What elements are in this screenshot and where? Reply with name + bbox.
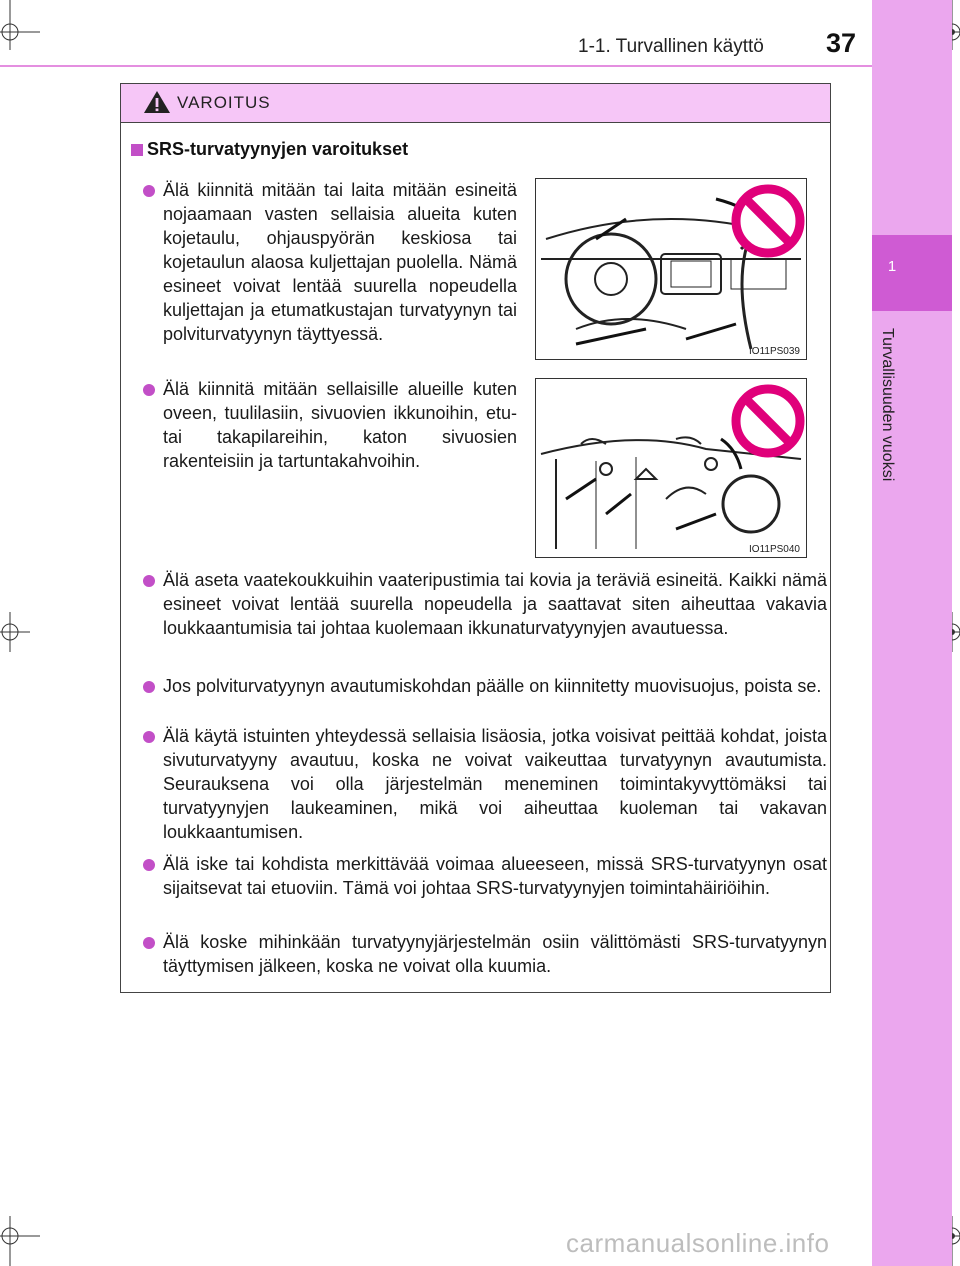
warning-item: Älä koske mihinkään turvatyynyjärjestelmän osiin välittömästi SRS-turvatyynyn täyttymisen jälkeen, koska ne voivat olla kuumia. xyxy=(163,932,827,976)
watermark: carmanualsonline.info xyxy=(566,1228,830,1258)
chapter-label: Turvallisuuden vuoksi xyxy=(879,328,896,482)
bullet-icon xyxy=(143,937,155,949)
warning-title: VAROITUS xyxy=(177,93,271,112)
figure-code: IO11PS039 xyxy=(749,346,800,357)
chapter-side-tab xyxy=(872,0,952,1266)
warning-item: Älä kiinnitä mitään sellaisille alueille kuten oveen, tuulilasiin, sivuovien ikkunoihin, etu- tai takapilareihin, katon sivuosien rakenteisiin ja tartuntakahvoihin. xyxy=(163,379,517,471)
warning-item: Älä iske tai kohdista merkittävää voimaa alueeseen, missä SRS-turvatyynyn osat sijaitsevat tai etuoviin. Tämä voi johtaa SRS-turvatyynyjen toimintahäiriöihin. xyxy=(163,854,827,898)
chapter-number: 1 xyxy=(887,258,897,275)
warning-box xyxy=(120,83,831,993)
warning-item: Älä käytä istuinten yhteydessä sellaisia lisäosia, jotka voisivat peittää kohdat, joista sivuturvatyyny avautuu, koska ne voivat vaikeuttaa turvatyynyn avautumista. Seurauksena voi olla järjestelmän meneminen toimintakyvyttömäksi tai turvatyynyjen laukeaminen, mikä voi aiheuttaa kuoleman tai vakavan loukkaantumisen. xyxy=(163,726,827,842)
warning-item: Älä kiinnitä mitään tai laita mitään esineitä nojaamaan vasten sellaisia alueita kuten kojetaulu, ohjauspyörän keskiosa tai kojetaulun alaosa kuljettajan puolella. Nämä esineet voivat lentää suurella nopeudella kuljettajan ja etumatkustajan turvatyynyn tai polviturvatyynyn täyttyessä. xyxy=(163,180,517,344)
running-header: 1-1. Turvallinen käyttö xyxy=(578,36,764,57)
page-number: 37 xyxy=(826,28,857,58)
bullet-icon xyxy=(143,575,155,587)
header-rule xyxy=(0,65,872,67)
section-title: SRS-turvatyynyjen varoitukset xyxy=(147,139,409,159)
warning-item: Älä aseta vaatekoukkuihin vaateripustimia tai kovia ja teräviä esineitä. Kaikki nämä esineet voivat lentää suurella nopeudella ja saattavat siten aiheuttaa vakavia loukkaantumisia tai johtaa kuolemaan ikkunaturvatyynyjen avautuessa. xyxy=(163,570,827,638)
section-square-icon xyxy=(131,144,143,156)
dashboard-illustration xyxy=(535,178,807,360)
bullet-icon xyxy=(143,681,155,693)
crop-mark-bottom-left xyxy=(0,1216,40,1266)
figure-code: IO11PS040 xyxy=(749,544,800,555)
bullet-icon xyxy=(143,859,155,871)
bullet-icon xyxy=(143,185,155,197)
bullet-icon xyxy=(143,384,155,396)
warning-header xyxy=(121,84,830,123)
warning-triangle-icon xyxy=(143,89,171,120)
bullet-icon xyxy=(143,731,155,743)
warning-item: Jos polviturvatyynyn avautumiskohdan päälle on kiinnitetty muovisuojus, poista se. xyxy=(163,676,822,696)
cabin-side-illustration xyxy=(535,378,807,558)
crop-mark-mid-left xyxy=(0,612,30,652)
crop-mark-top-left xyxy=(0,0,40,50)
